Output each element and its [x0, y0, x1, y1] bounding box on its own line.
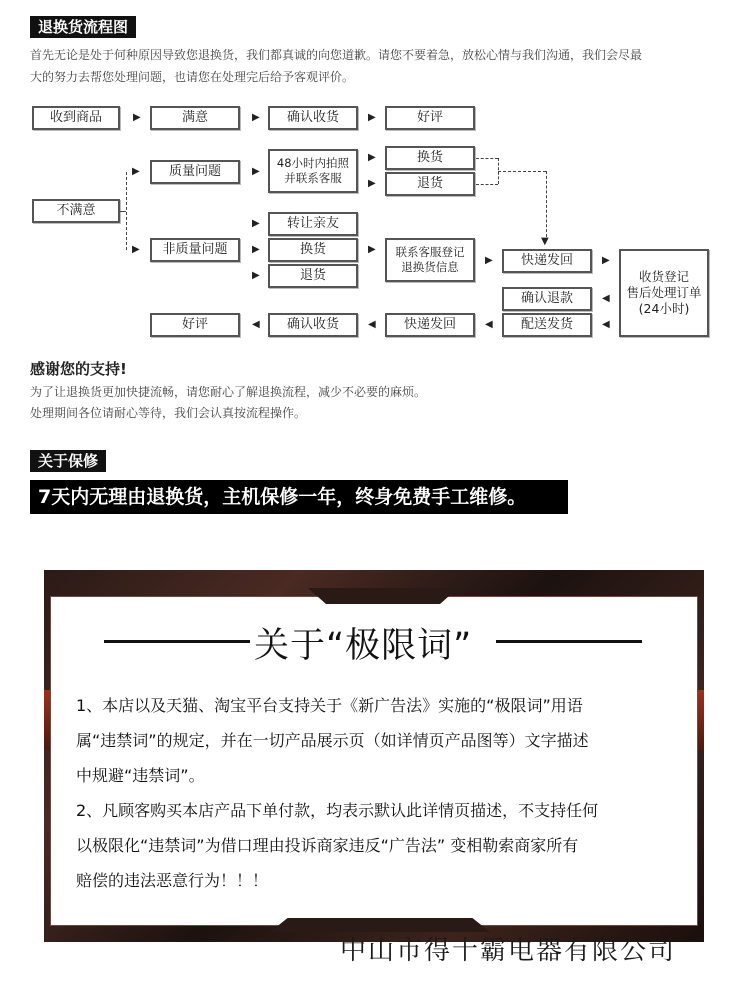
after-sales-line-1: 收货登记: [638, 269, 689, 284]
arrow-left-icon: ◀: [252, 319, 260, 330]
notice-p2-line-2: 以极限化“违禁词”为借口理由投诉商家违反“广告法” 变相勒索商家所有: [76, 836, 579, 855]
arrow-right-icon: ▶: [132, 166, 140, 177]
arrow-right-icon: ▶: [485, 255, 493, 266]
arrow-right-icon: ▶: [368, 178, 376, 189]
notice-p1-line-1: 1、本店以及天猫、淘宝平台支持关于《新广告法》实施的“极限词”用语: [76, 696, 583, 715]
register-line-1: 联系客服登记: [395, 245, 465, 259]
frame-top-notch: [308, 588, 458, 604]
arrow-left-icon: ◀: [602, 319, 610, 330]
arrow-left-icon: ◀: [485, 319, 493, 330]
after-sales-line-2: 售后处理订单: [626, 285, 702, 300]
arrow-right-icon: ▶: [252, 270, 260, 281]
return-flow-label: 退换货流程图: [30, 16, 136, 38]
arrow-right-icon: ▶: [252, 112, 260, 123]
warranty-banner: 7天内无理由退换货，主机保修一年，终身免费手工维修。: [30, 480, 568, 514]
node-exchange-2: 换货: [268, 238, 358, 262]
node-unsatisfied: 不满意: [32, 199, 120, 223]
arrow-right-icon: ▶: [252, 244, 260, 255]
node-return-1: 退货: [385, 172, 475, 196]
node-non-quality-issue: 非质量问题: [150, 238, 240, 262]
intro-line-2: 大的努力去帮您处理问题，也请您在处理完后给予客观评价。: [30, 70, 355, 84]
branch-line: [120, 211, 126, 212]
node-exchange-1: 换货: [385, 146, 475, 170]
node-photo-contact: [268, 149, 358, 193]
thanks-line-1: 为了让退换货更加快捷流畅，请您耐心了解退换流程，减少不必要的麻烦。: [30, 385, 427, 399]
branch-line: [126, 172, 127, 250]
node-ship-back: 快递发回: [502, 249, 592, 273]
node-satisfied: 满意: [150, 106, 240, 130]
arrow-right-icon: ▶: [132, 244, 140, 255]
arrow-right-icon: ▶: [368, 152, 376, 163]
thanks-line-2: 处理期间各位请耐心等待，我们会认真按流程操作。: [30, 406, 307, 420]
arrow-right-icon: ▶: [252, 218, 260, 229]
frame-accent-right: [698, 690, 704, 750]
arrow-right-icon: ▶: [368, 112, 376, 123]
arrow-left-icon: ◀: [602, 293, 610, 304]
connector-line: [546, 171, 547, 237]
thanks-title: 感谢您的支持!: [30, 360, 127, 378]
arrow-down-icon: ▼: [541, 236, 549, 247]
node-confirm-refund: 确认退款: [502, 287, 592, 311]
after-sales-line-3: (24小时): [638, 301, 690, 316]
title-rule-left: [104, 640, 250, 643]
node-quality-issue: 质量问题: [150, 160, 240, 184]
node-express-return: 快递发回: [385, 313, 475, 337]
node-confirm-receipt-bottom: 确认收货: [268, 313, 358, 337]
connector-line: [476, 158, 498, 159]
title-rule-right: [496, 640, 642, 643]
connector-line: [476, 184, 498, 185]
photo-contact-line-2: 并联系客服: [284, 171, 342, 185]
warranty-label: 关于保修: [30, 450, 106, 472]
node-confirm-receipt-top: 确认收货: [268, 106, 358, 130]
intro-line-1: 首先无论是处于何种原因导致您退换货，我们都真诚的向您道歉。请您不要着急，放松心情与我们沟通，我们会尽最: [30, 48, 643, 62]
node-return-2: 退货: [268, 264, 358, 288]
notice-p1-line-2: 属“违禁词”的规定，并在一切产品展示页（如详情页产品图等）文字描述: [76, 731, 589, 750]
notice-body: [76, 688, 686, 898]
node-register-info: [385, 238, 475, 282]
register-line-2: 退换货信息: [401, 260, 459, 274]
photo-contact-line-1: 48小时内拍照: [276, 156, 350, 170]
notice-p2-line-3: 赔偿的违法恶意行为！！！: [76, 871, 269, 890]
arrow-right-icon: ▶: [602, 255, 610, 266]
node-received: 收到商品: [32, 106, 120, 130]
node-good-review-bottom: 好评: [150, 313, 240, 337]
arrow-right-icon: ▶: [133, 112, 141, 123]
notice-p1-line-3: 中规避“违禁词”。: [76, 766, 205, 785]
node-transfer-friend: 转让亲友: [268, 212, 358, 236]
node-after-sales: [619, 249, 709, 337]
arrow-right-icon: ▶: [252, 166, 260, 177]
footer-company-partial: 中山市得十霸电器有限公司: [340, 936, 677, 966]
arrow-right-icon: ▶: [368, 244, 376, 255]
arrow-left-icon: ◀: [368, 319, 376, 330]
notice-title: 关于“极限词”: [254, 626, 473, 666]
node-good-review-top: 好评: [385, 106, 475, 130]
connector-line: [498, 171, 546, 172]
node-dispatch: 配送发货: [502, 313, 592, 337]
notice-p2-line-1: 2、凡顾客购买本店产品下单付款，均表示默认此详情页描述，不支持任何: [76, 801, 599, 820]
